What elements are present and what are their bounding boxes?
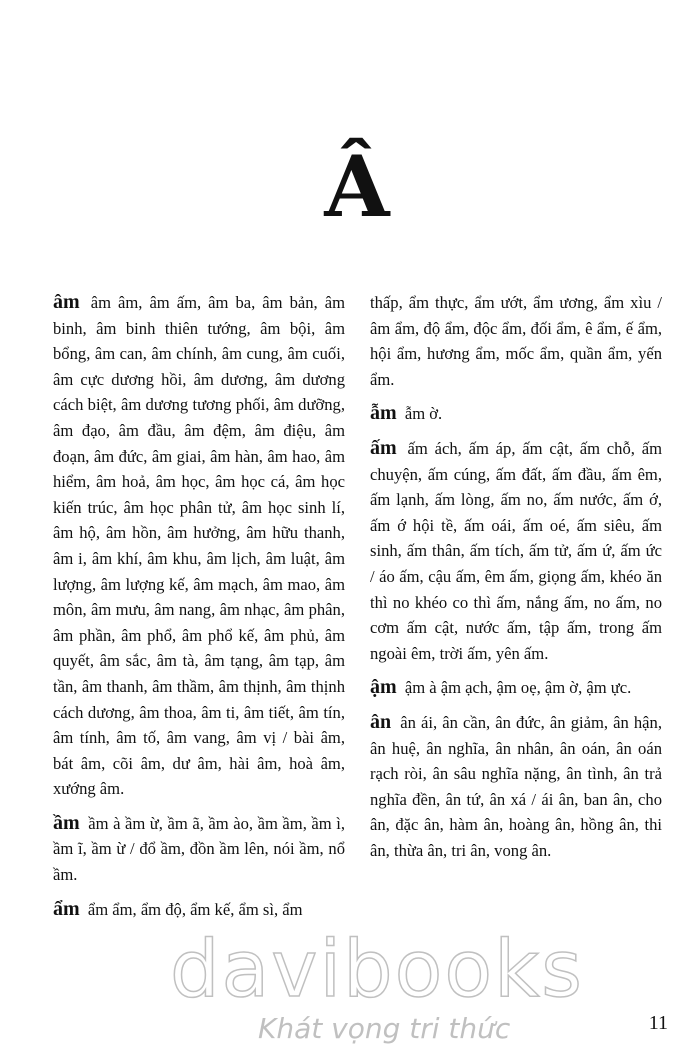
entry-text: ấm ách, ấm áp, ấm cật, ấm chỗ, ấm chuyện, ấm cúng, ấm đất, ấm đầu, ấm êm, ấm lạnh, ấm lòng, ấm no, ấm nước, ấm ớ, ấm ớ hội tề, ấm oái, ấm oé, ấm siêu, ấm sinh, ấm thân, ấm tích, ấm tử, ấm ứ, ấm ức / áo ấm, cậu ấm, êm ấm, giọng ấm, khéo ăn thì no khéo co thì ấm, nắng ấm, no ấm, no cơm ấm cật, nước ấm, tập ấm, trong ấm ngoài êm, trời ấm, yên ấm. bbox=[370, 438, 662, 663]
dictionary-entry-am-huyen bbox=[53, 811, 345, 888]
dictionary-entry-am-sac bbox=[370, 436, 662, 666]
watermark-logo-text: davibooks bbox=[170, 925, 584, 1015]
dictionary-entry-an bbox=[370, 710, 662, 864]
entry-headword: âm bbox=[53, 291, 80, 313]
page-letter-heading: Â bbox=[324, 137, 390, 236]
entry-headword: ân bbox=[370, 710, 392, 733]
entry-text: ẩm ẩm, ẩm độ, ẩm kế, ẩm sì, ẩm bbox=[87, 899, 303, 919]
right-column bbox=[370, 290, 662, 872]
entry-headword: ẩm bbox=[53, 897, 80, 920]
dictionary-entry-am-hoi-continued bbox=[370, 290, 662, 392]
entry-headword: ẫm bbox=[370, 402, 397, 425]
watermark bbox=[170, 925, 584, 1045]
entry-text: thấp, ẩm thực, ẩm ướt, ẩm ương, ẩm xìu / âm ẩm, độ ẩm, độc ẩm, đối ẩm, ê ẩm, ế ẩm, hội ẩm, hương ẩm, mốc ẩm, quần ẩm, yến ẩm. bbox=[370, 293, 662, 389]
entry-headword: ậm bbox=[370, 676, 397, 699]
left-column bbox=[53, 290, 345, 931]
entry-text: ẫm ờ. bbox=[404, 404, 443, 424]
entry-headword: ấm bbox=[370, 436, 397, 459]
entry-text: âm âm, âm ấm, âm ba, âm bản, âm binh, âm binh thiên tướng, âm bội, âm bổng, âm can, âm chính, âm cung, âm cuối, âm cực dương hồi, âm dương, âm dương cách biệt, âm dương tương phối, âm dưỡng, âm đạo, âm đầu, âm đệm, âm điệu, âm đoạn, âm đức, âm giai, âm hàn, âm hao, âm hiểm, âm hoả, âm học, âm học cá, âm học kiến trúc, âm học phân tử, âm học sinh lí, âm hộ, âm hồn, âm hưởng, âm hữu thanh, âm i, âm khí, âm khu, âm lịch, âm luật, âm lượng, âm lượng kế, âm mạch, âm mao, âm môn, âm mưu, âm nang, âm nhạc, âm phân, âm phần, âm phổ, âm phổ kế, âm phủ, âm quyết, âm sắc, âm tà, âm tạng, âm tạp, âm tần, âm thanh, âm thầm, âm thịnh, âm thịnh cách dương, âm thoa, âm ti, âm tiết, âm tín, âm tính, âm tố, âm vang, âm vị / bài âm, bát âm, cõi âm, dư âm, hài âm, hoà âm, xướng âm. bbox=[53, 293, 345, 799]
dictionary-entry-am-nang bbox=[370, 675, 662, 701]
page-number: 11 bbox=[648, 1012, 668, 1034]
dictionary-entry-am-hoi bbox=[53, 897, 345, 923]
entry-text: ầm à ầm ừ, ầm ã, ầm ào, ầm ầm, ầm ì, ầm ĩ, ầm ừ / đổ ầm, đồn ầm lên, nói ầm, nổ ầm. bbox=[53, 813, 345, 885]
dictionary-entry-am bbox=[53, 290, 345, 802]
entry-text: ân ái, ân cần, ân đức, ân giảm, ân hận, ân huệ, ân nghĩa, ân nhân, ân oán, ân oán rạch ròi, ân sâu nghĩa nặng, ân tình, ân trả nghĩa đền, ân tứ, ân xá / ái ân, ban ân, cho ân, đặc ân, hàm ân, hoàng ân, hồng ân, thi ân, thừa ân, tri ân, vong ân. bbox=[370, 712, 662, 860]
entry-headword: ầm bbox=[53, 811, 80, 834]
entry-text: ậm à ậm ạch, ậm oẹ, ậm ờ, ậm ực. bbox=[404, 678, 632, 698]
dictionary-entry-am-nga bbox=[370, 401, 662, 427]
watermark-tagline: Khát vọng tri thức bbox=[258, 1012, 511, 1045]
